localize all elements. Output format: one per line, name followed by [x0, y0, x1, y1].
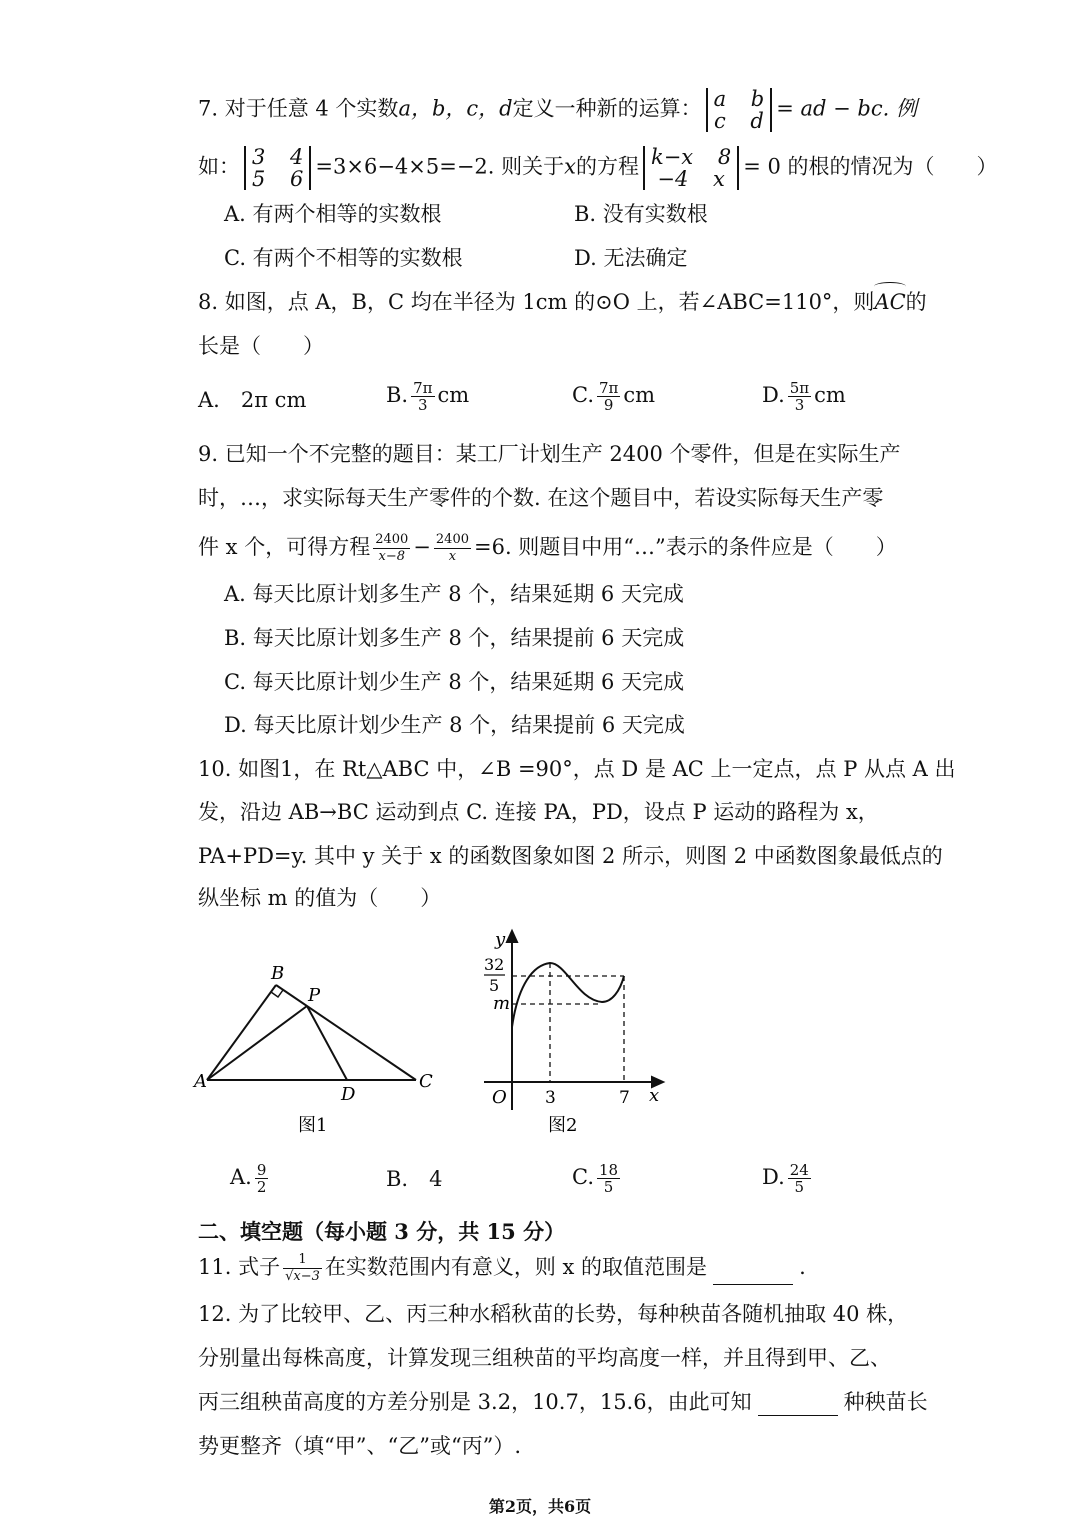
numerator: 1 [283, 1252, 322, 1269]
origin-label: O [492, 1087, 507, 1108]
det-row1: 3 4 [252, 145, 304, 169]
y-tick-denominator: 5 [489, 976, 500, 995]
q10-option-c [572, 1162, 623, 1195]
answer-blank[interactable] [758, 1395, 838, 1416]
unit: cm [623, 383, 656, 407]
segment-pa [207, 1006, 307, 1080]
fraction [434, 532, 471, 565]
denominator: 5 [603, 1178, 614, 1196]
y-label: y [495, 929, 506, 950]
det-row1: k−x 8 [650, 145, 732, 169]
y-axis-arrow [507, 931, 517, 942]
fraction [788, 380, 811, 413]
q7-example-text: =3×6−4×5=−2. 则关于 [315, 154, 565, 179]
q8-option-c [572, 380, 655, 413]
minus-sign: − [413, 535, 431, 559]
q7-vars: a，b，c，d [398, 96, 513, 121]
q10-option-d [762, 1162, 814, 1195]
arc-label: AC [874, 290, 906, 314]
numerator: 5π [789, 379, 810, 397]
denominator: x [448, 549, 457, 564]
q8-option-a: A. 2π cm [198, 388, 307, 412]
fraction [597, 380, 620, 413]
label-p: P [308, 985, 321, 1006]
q9-text-b: =6. 则题目中用“…”表示的条件应是（ ） [474, 535, 897, 559]
figure-1-caption: 图1 [298, 1115, 328, 1136]
q7-text-c: = ad − bc. 例 [776, 96, 917, 121]
answer-blank[interactable] [713, 1264, 793, 1285]
numerator: 7π [599, 379, 619, 397]
fraction [283, 1252, 322, 1285]
unit: cm [814, 383, 846, 407]
q7-question: = 0 的根的情况为（ ） [743, 154, 998, 179]
q9-option-a: A. 每天比原计划多生产 8 个，结果延期 6 天完成 [224, 582, 684, 606]
numerator: 18 [599, 1161, 619, 1179]
q7-option-b: B. 没有实数根 [574, 202, 708, 226]
numerator: 24 [789, 1161, 809, 1179]
q11-text-b: 在实数范围内有意义，则 x 的取值范围是 [324, 1255, 708, 1279]
q7-text: 7. 对于任意 4 个实数 [198, 96, 399, 121]
arc-symbol [874, 282, 905, 291]
fraction [255, 1162, 269, 1195]
x-tick-7: 7 [619, 1088, 630, 1108]
q9-option-c: C. 每天比原计划少生产 8 个，结果延期 6 天完成 [224, 670, 685, 694]
unit: cm [437, 383, 470, 407]
x-tick-3: 3 [545, 1088, 556, 1108]
label-a: A [194, 1071, 207, 1092]
q7-option-c: C. 有两个不相等的实数根 [224, 246, 463, 270]
q9-line3 [198, 532, 897, 565]
q9-line2: 时，…，求实际每天生产零件的个数. 在这个题目中，若设实际每天生产零 [198, 486, 884, 510]
figure-2-graph [478, 925, 678, 1140]
q9-option-d: D. 每天比原计划少生产 8 个，结果提前 6 天完成 [224, 713, 685, 737]
det-row2: c d [713, 109, 764, 133]
label-b: B [271, 963, 285, 984]
fraction [411, 380, 434, 413]
denominator: 3 [794, 396, 805, 414]
det-row1: a b [713, 87, 765, 111]
q7-line1 [198, 88, 917, 132]
y-tick-numerator: 32 [484, 955, 505, 974]
label: D. [762, 1165, 785, 1189]
q7-var-x: x [564, 154, 576, 179]
q9-option-b: B. 每天比原计划多生产 8 个，结果提前 6 天完成 [224, 626, 685, 650]
q8-line1 [198, 288, 927, 316]
q7-option-a: A. 有两个相等的实数根 [224, 202, 442, 226]
det-equation [643, 146, 739, 190]
label: C. [572, 383, 594, 407]
fraction [373, 532, 410, 565]
q7-text-b: 定义一种新的运算： [512, 96, 702, 121]
numerator: 9 [256, 1161, 267, 1179]
q7-line2 [198, 146, 998, 190]
figure-1-triangle [190, 955, 450, 1145]
segment-pd [307, 1006, 347, 1080]
fraction [597, 1162, 620, 1195]
q7-eq-label: 的方程 [575, 154, 639, 179]
q10-option-b: B. 4 [386, 1167, 443, 1191]
q10-line3: PA+PD=y. 其中 y 关于 x 的函数图象如图 2 所示，则图 2 中函数图象最低点的 [198, 844, 943, 868]
fraction [788, 1162, 811, 1195]
label: C. [572, 1165, 594, 1189]
q11-line [198, 1252, 806, 1285]
q8-option-d [762, 380, 846, 413]
denominator: 3 [418, 396, 428, 414]
q12-text: 丙三组秧苗高度的方差分别是 3.2，10.7，15.6，由此可知 [198, 1390, 752, 1414]
page-footer: 第2页，共6页 [488, 1497, 592, 1516]
q8-text-end: 的 [905, 290, 927, 314]
x-label: x [649, 1085, 660, 1106]
q9-text: 件 x 个，可得方程 [198, 535, 371, 559]
q8-arc-ac [874, 288, 905, 316]
q8-option-b [386, 380, 469, 413]
label: A. [230, 1165, 252, 1189]
det-abcd [706, 88, 773, 132]
q10-option-a [230, 1162, 271, 1195]
denominator: x−8 [378, 549, 405, 564]
m-label: m [493, 993, 511, 1014]
q10-line1: 10. 如图1，在 Rt△ABC 中，∠B =90°，点 D 是 AC 上一定点，点 P 从点 A 出 [198, 757, 956, 781]
label: D. [762, 383, 785, 407]
label: B. [386, 383, 409, 407]
q9-line1: 9. 已知一个不完整的题目：某工厂计划生产 2400 个零件，但是在实际生产 [198, 442, 901, 466]
label-c: C [419, 1071, 433, 1092]
label-d: D [341, 1084, 356, 1105]
numerator: 2400 [375, 532, 409, 547]
numerator: 7π [413, 379, 433, 397]
q7-example-label: 如： [198, 154, 240, 179]
function-curve [512, 963, 624, 1027]
segment-bc [276, 985, 416, 1080]
det-row2: −4 x [657, 167, 725, 191]
q10-line2: 发，沿边 AB→BC 运动到点 C. 连接 PA，PD，设点 P 运动的路程为 x， [198, 800, 879, 824]
denominator: 9 [603, 396, 614, 414]
q8-text: 8. 如图，点 A，B，C 均在半径为 1cm 的⊙O 上，若∠ABC=110°，则 [198, 290, 875, 314]
denominator: 5 [794, 1178, 805, 1196]
figure-2-caption: 图2 [548, 1115, 578, 1136]
q10-line4: 纵坐标 m 的值为（ ） [198, 886, 442, 910]
numerator: 2400 [435, 532, 469, 547]
det-example [244, 146, 311, 190]
q12-line1: 12. 为了比较甲、乙、丙三种水稻秋苗的长势，每种秧苗各随机抽取 40 株， [198, 1302, 909, 1326]
q12-line3 [198, 1388, 928, 1416]
det-row2: 5 6 [252, 167, 304, 191]
q8-line2: 长是（ ） [198, 334, 324, 358]
q11-period: . [799, 1255, 806, 1279]
segment-ab [207, 985, 276, 1080]
section-2-heading: 二、填空题（每小题 3 分，共 15 分） [198, 1219, 566, 1244]
denominator: 2 [256, 1178, 267, 1196]
q11-text: 11. 式子 [198, 1255, 281, 1279]
q12-line2: 分别量出每株高度，计算发现三组秧苗的平均高度一样，并且得到甲、乙、 [198, 1346, 891, 1370]
q12-text-b: 种秧苗长 [843, 1390, 928, 1414]
q12-line4: 势更整齐（填“甲”、“乙”或“丙”）. [198, 1434, 522, 1458]
denominator: √x−3 [285, 1269, 320, 1284]
q7-option-d: D. 无法确定 [574, 246, 688, 270]
